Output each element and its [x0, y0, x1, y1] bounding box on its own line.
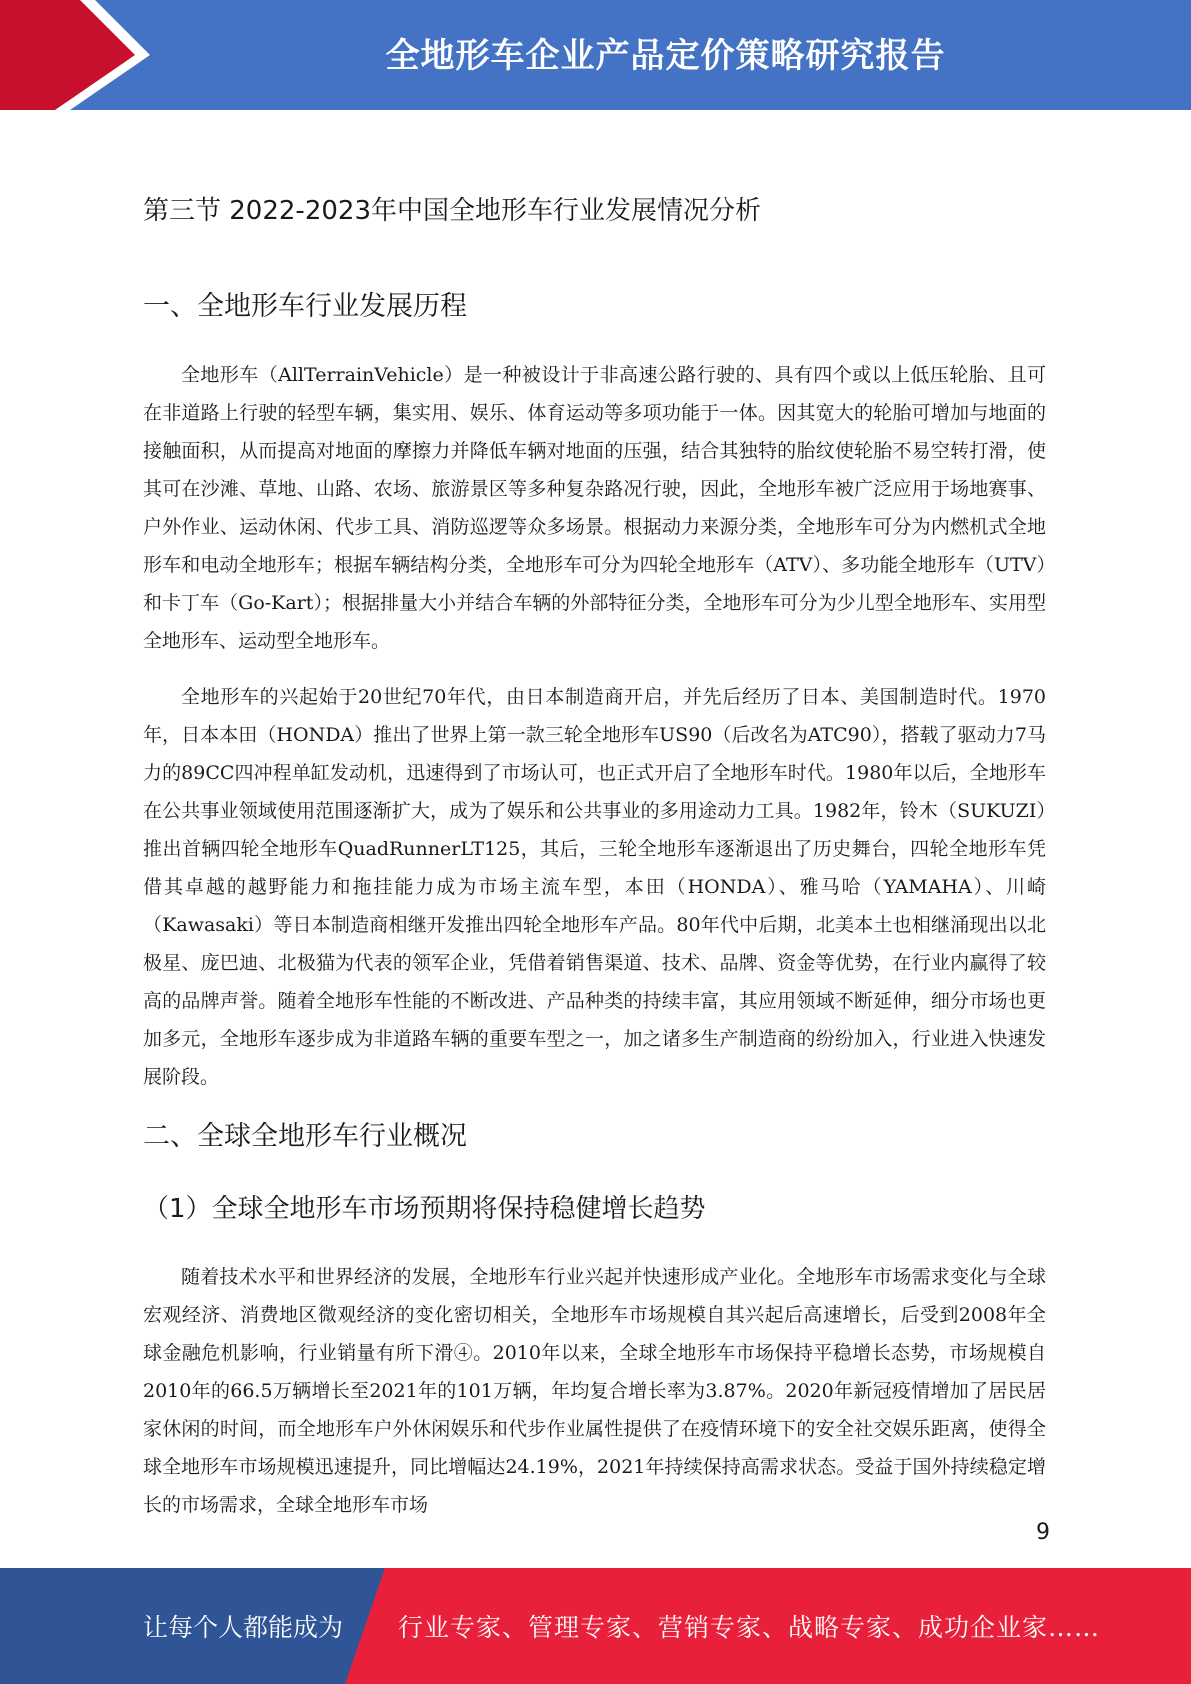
heading-global-overview: 二、全球全地形车行业概况: [143, 1121, 467, 1152]
section-title: 第三节 2022-2023年中国全地形车行业发展情况分析: [143, 196, 761, 226]
footer-slogan-right: 行业专家、管理专家、营销专家、战略专家、成功企业家……: [398, 1613, 1101, 1642]
paragraph-history: 全地形车的兴起始于20世纪70年代，由日本制造商开启，并先后经历了日本、美国制造时代。1970年，日本本田（HONDA）推出了世界上第一款三轮全地形车US90（后改名为ATC90），搭载了驱动力7马力的89CC四冲程单缸发动机，迅速得到了市场认可，也正式开启了全地形车时代。1980年以后，全地形车在公共事业领域使用范围逐渐扩大，成为了娱乐和公共事业的多用途动力工具。1982年，铃木（SUKUZI）推出首辆四轮全地形车QuadRunnerLT125，其后，三轮全地形车逐渐退出了历史舞台，四轮全地形车凭借其卓越的越野能力和拖挂能力成为市场主流车型，本田（HONDA）、雅马哈（YAMAHA）、川崎（Kawasaki）等日本制造商相继开发推出四轮全地形车产品。80年代中后期，北美本土也相继涌现出以北极星、庞巴迪、北极猫为代表的领军企业，凭借着销售渠道、技术、品牌、资金等优势，在行业内赢得了较高的品牌声誉。随着全地形车性能的不断改进、产品种类的持续丰富，其应用领域不断延伸，细分市场也更加多元，全地形车逐步成为非道路车辆的重要车型之一，加之诸多生产制造商的纷纷加入，行业进入快速发展阶段。: [143, 686, 1046, 1088]
page-content: [143, 188, 1046, 1542]
header-banner: [0, 0, 1191, 110]
heading-development-history: 一、全地形车行业发展历程: [143, 291, 467, 322]
paragraph-market: 随着技术水平和世界经济的发展，全地形车行业兴起并快速形成产业化。全地形车市场需求变化与全球宏观经济、消费地区微观经济的变化密切相关，全地形车市场规模自其兴起后高速增长，后受到2008年全球金融危机影响，行业销量有所下滑④。2010年以来，全球全地形车市场保持平稳增长态势，市场规模自2010年的66.5万辆增长至2021年的101万辆，年均复合增长率为3.87%。2020年新冠疫情增加了居民居家休闲的时间，而全地形车户外休闲娱乐和代步作业属性提供了在疫情环境下的安全社交娱乐距离，使得全球全地形车市场规模迅速提升，同比增幅达24.19%，2021年持续保持高需求状态。受益于国外持续稳定增长的市场需求，全球全地形车市场: [143, 1266, 1046, 1516]
page-number: 9: [1036, 1520, 1050, 1545]
footer-slogan-left: 让每个人都能成为: [143, 1613, 344, 1642]
paragraph-definition: 全地形车（AllTerrainVehicle）是一种被设计于非高速公路行驶的、具有四个或以上低压轮胎、且可在非道路上行驶的轻型车辆，集实用、娱乐、体育运动等多项功能于一体。因其宽大的轮胎可增加与地面的接触面积，从而提高对地面的摩擦力并降低车辆对地面的压强，结合其独特的胎纹使轮胎不易空转打滑，使其可在沙滩、草地、山路、农场、旅游景区等多种复杂路况行驶，因此，全地形车被广泛应用于场地赛事、户外作业、运动休闲、代步工具、消防巡逻等众多场景。根据动力来源分类，全地形车可分为内燃机式全地形车和电动全地形车；根据车辆结构分类，全地形车可分为四轮全地形车（ATV）、多功能全地形车（UTV）和卡丁车（Go-Kart）；根据排量大小并结合车辆的外部特征分类，全地形车可分为少儿型全地形车、实用型全地形车、运动型全地形车。: [143, 364, 1046, 652]
report-title: 全地形车企业产品定价策略研究报告: [385, 36, 946, 76]
footer-banner: [0, 1568, 1191, 1684]
subheading-market-growth: （1）全球全地形车市场预期将保持稳健增长趋势: [143, 1194, 706, 1224]
